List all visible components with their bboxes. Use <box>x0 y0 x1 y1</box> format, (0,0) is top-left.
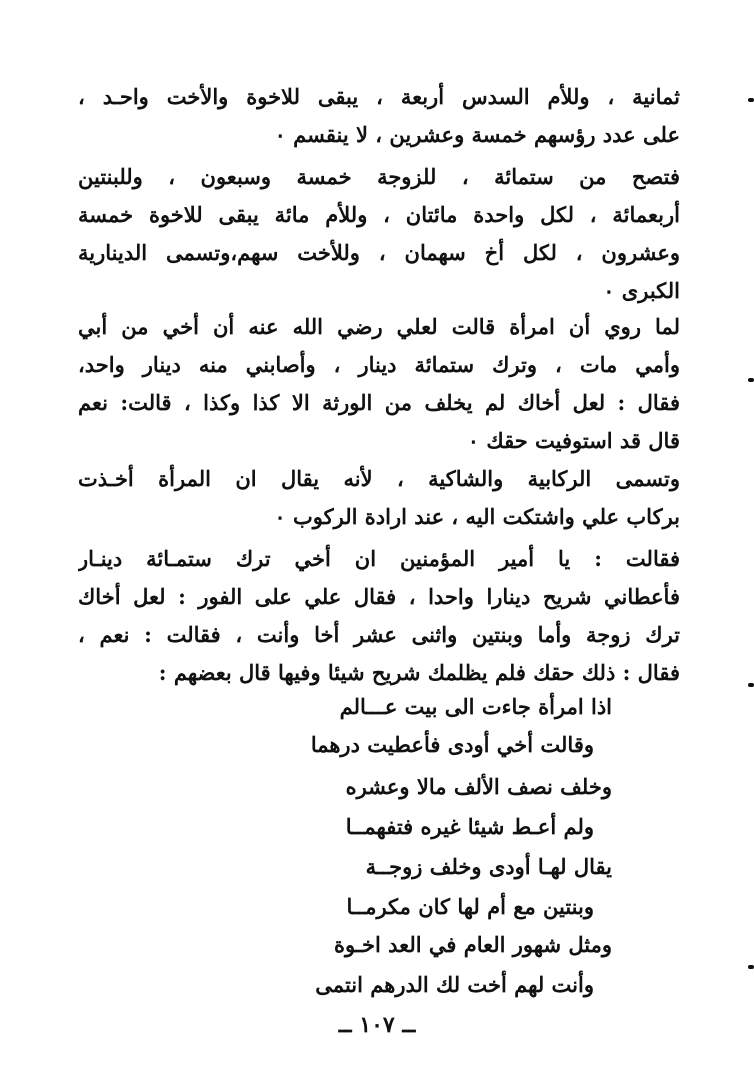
poem-line: وقالت أخي أودى فأعطيت درهما <box>310 732 594 757</box>
poem-verse <box>134 966 594 1004</box>
text-line: قال قد استوفيت حقك ٠ <box>467 428 680 453</box>
poem-verse <box>152 768 612 806</box>
scan-mark <box>748 965 754 969</box>
poem-line: ولم أعـط شيئا غيره فتفهمــا <box>345 814 594 839</box>
poem-line: ومثل شهور العام في العد اخـوة <box>334 932 612 957</box>
paragraph-1 <box>78 78 680 154</box>
page-number: ــ ١٠٧ ــ <box>338 1012 416 1038</box>
poem-verse <box>134 808 594 846</box>
poem-line: يقال لهـا أودى وخلف زوجــة <box>365 854 612 879</box>
text-line: أربعمائة ، لكل واحدة مائتان ، وللأم مائة يبقى للاخوة خمسة <box>78 202 680 227</box>
poem-verse <box>152 848 612 886</box>
poem-verse <box>134 888 594 926</box>
text-line: الكبرى ٠ <box>603 278 680 303</box>
text-line: بركاب علي واشتكت اليه ، عند ارادة الركوب ٠ <box>274 504 680 529</box>
text-line: على عدد رؤسهم خمسة وعشرين ، لا ينقسم ٠ <box>274 122 680 147</box>
poem-line: اذا امرأة جاءت الى بيت عـــالم <box>339 694 612 719</box>
text-line: وتسمى الركابية والشاكية ، لأنه يقال ان المرأة أخـذت <box>78 466 680 491</box>
text-line: فتصح من ستمائة ، للزوجة خمسة وسبعون ، وللبنتين <box>78 164 680 189</box>
text-line: لما روي أن امرأة قالت لعلي رضي الله عنه أن أخي من أبي <box>78 314 680 339</box>
poem-line: وبنتين مع أم لها كان مكرمــا <box>346 894 594 919</box>
paragraph-4 <box>78 460 680 536</box>
text-line: فقال : لعل أخاك لم يخلف من الورثة الا كذا وكذا ، قالت: نعم <box>78 390 680 415</box>
poem-verse <box>152 688 612 726</box>
text-line: فقال : ذلك حقك فلم يظلمك شريح شيئا وفيها قال بعضهم : <box>158 660 680 685</box>
text-line: وعشرون ، لكل أخ سهمان ، وللأخت سهم،وتسمى الدينارية <box>78 240 680 265</box>
text-line: وأمي مات ، وترك ستمائة دينار ، وأصابني منه دينار واحد، <box>78 352 680 377</box>
paragraph-2 <box>78 158 680 310</box>
scan-mark <box>748 683 754 687</box>
scan-mark <box>748 378 754 382</box>
paragraph-5 <box>78 540 680 692</box>
poem-verse <box>152 926 612 964</box>
text-line: فأعطاني شريح دينارا واحدا ، فقال علي على الفور : لعل أخاك <box>78 584 680 609</box>
paragraph-3 <box>78 308 680 460</box>
text-line: فقالت : يا أمير المؤمنين ان أخي ترك ستمـائة دينـار <box>78 546 680 571</box>
poem-verse <box>134 726 594 764</box>
poem-line: وخلف نصف الألف مالا وعشره <box>345 774 612 799</box>
text-line: ثمانية ، وللأم السدس أربعة ، يبقى للاخوة والأخت واحـد ، <box>78 84 680 109</box>
scan-mark <box>748 98 754 102</box>
text-line: ترك زوجة وأما وبنتين واثنى عشر أخا وأنت ، فقالت : نعم ، <box>78 622 680 647</box>
poem-line: وأنت لهم أخت لك الدرهم انتمى <box>315 972 594 997</box>
